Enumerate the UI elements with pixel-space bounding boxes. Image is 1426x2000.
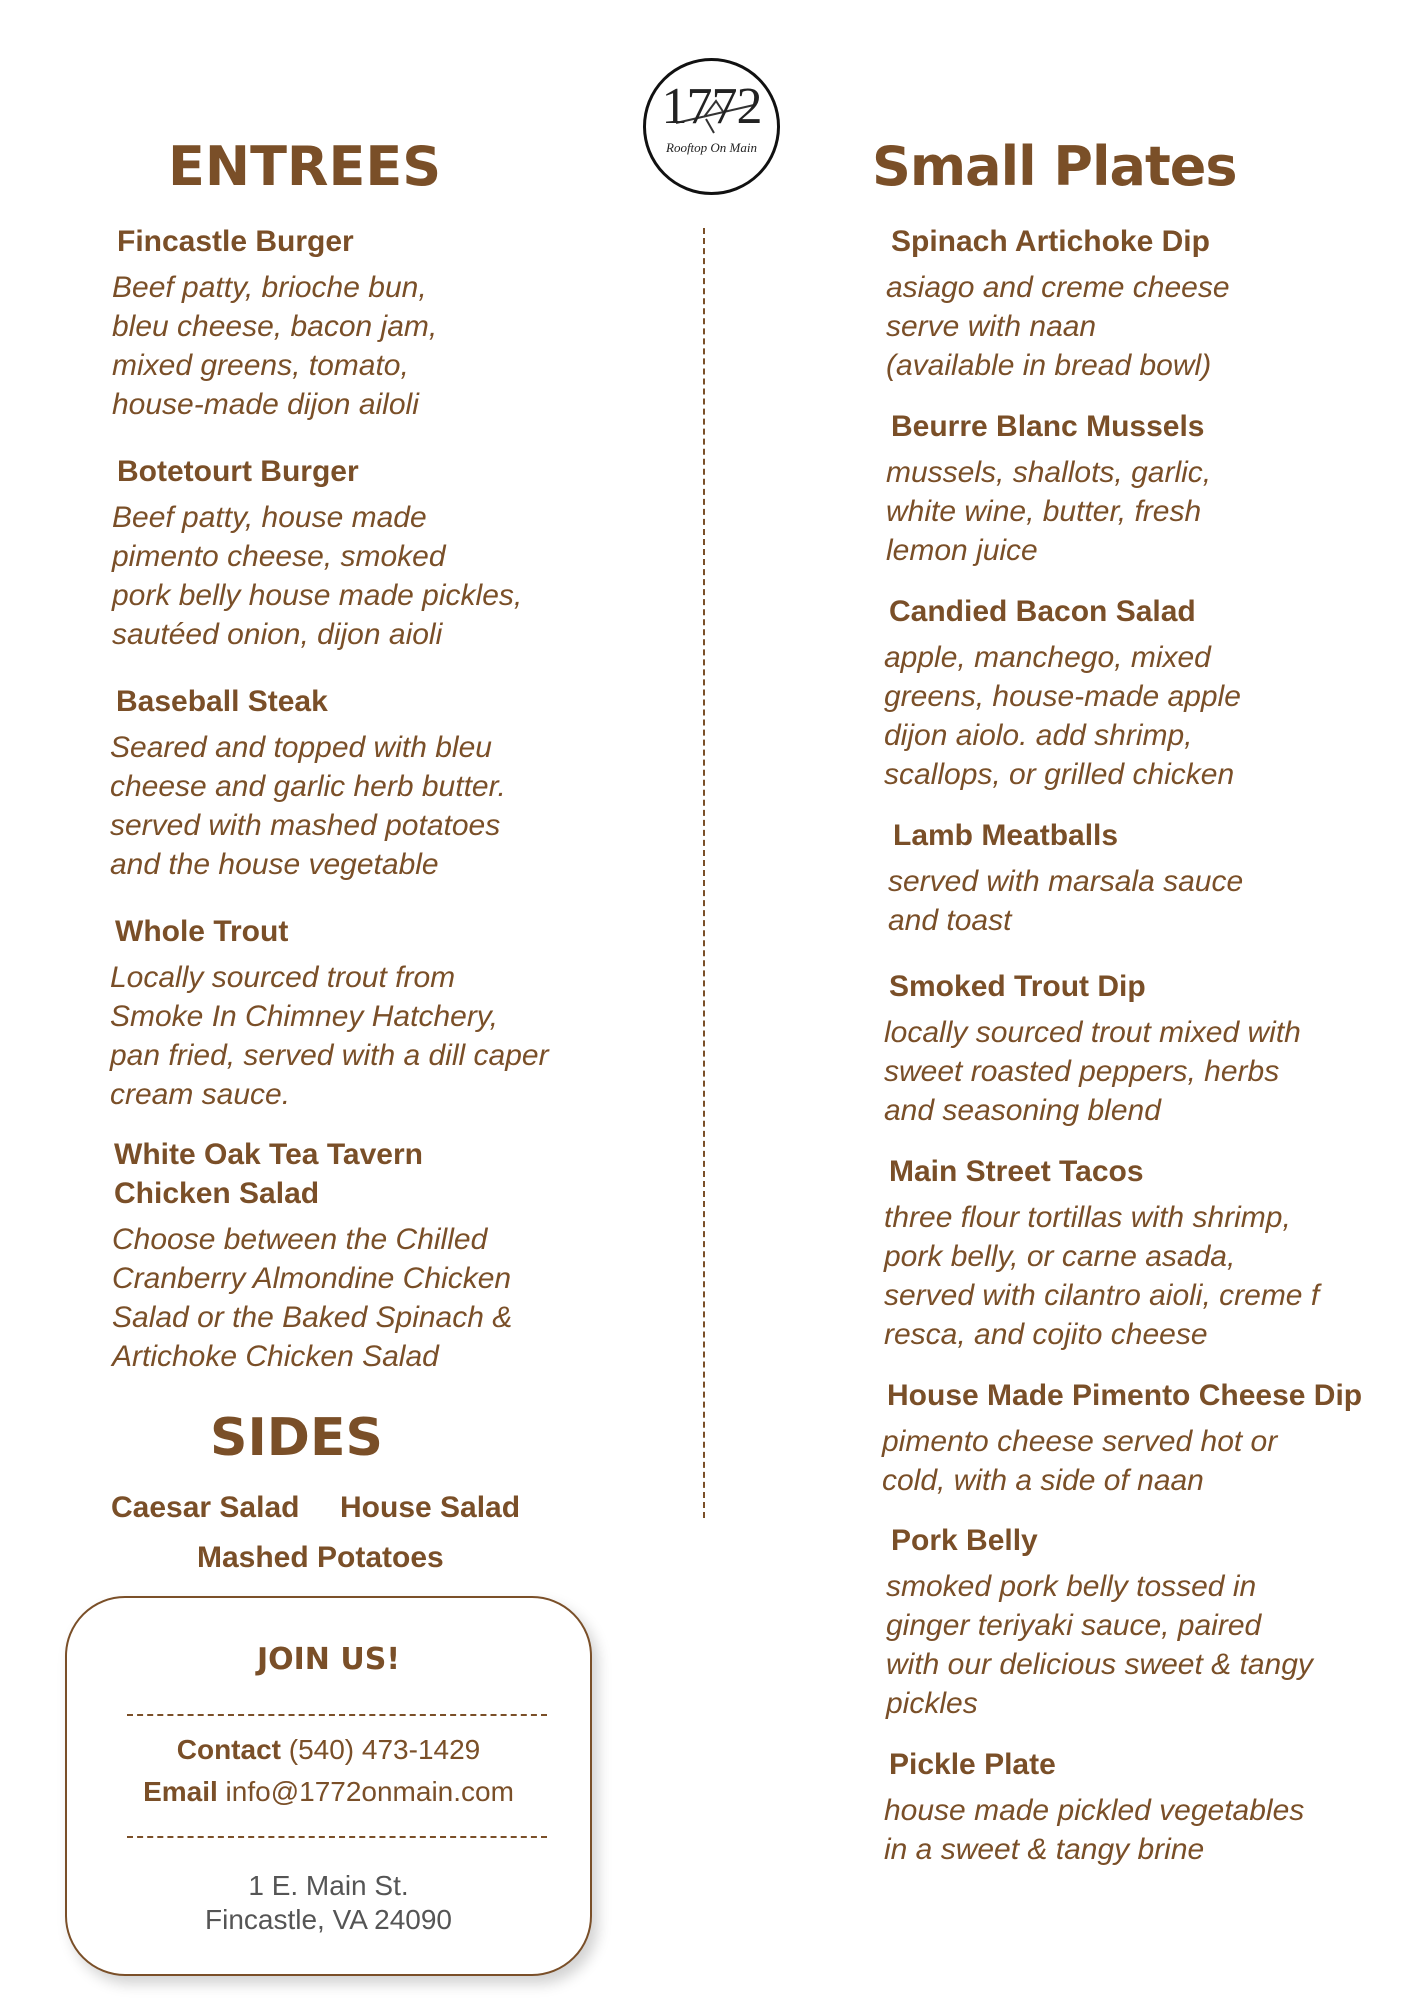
small-plate-name: Smoked Trout Dip	[889, 970, 1146, 1003]
small-plate-name: Pickle Plate	[889, 1748, 1056, 1781]
small-plate-description: smoked pork belly tossed in ginger teriyaki sauce, paired with our delicious sweet & tangy pickles	[886, 1570, 1313, 1720]
dashed-divider	[127, 1714, 547, 1716]
restaurant-logo	[643, 58, 780, 195]
dashed-divider	[127, 1836, 547, 1838]
side-item: House Salad	[340, 1491, 521, 1524]
small-plate-name: House Made Pimento Cheese Dip	[887, 1379, 1363, 1412]
small-plate-description: asiago and creme cheese serve with naan (available in bread bowl)	[886, 271, 1230, 382]
entree-description: Seared and topped with bleu cheese and garlic herb butter. served with mashed potatoes and the house vegetable	[110, 731, 506, 881]
logo-number: 1772	[661, 78, 762, 135]
email-label: Email	[143, 1776, 218, 1807]
entrees-heading: ENTREES	[168, 135, 442, 198]
small-plate-name: Lamb Meatballs	[893, 819, 1119, 852]
side-item: Mashed Potatoes	[197, 1541, 444, 1574]
entree-name: Baseball Steak	[116, 685, 328, 718]
contact-label: Contact	[176, 1734, 281, 1765]
logo-subtitle: Rooftop On Main	[666, 140, 757, 155]
small-plate-name: Beurre Blanc Mussels	[891, 410, 1205, 443]
small-plate-description: apple, manchego, mixed greens, house-made apple dijon aiolo. add shrimp, scallops, or grilled chicken	[884, 641, 1241, 791]
contact-card	[65, 1596, 592, 1976]
column-divider	[703, 228, 705, 1518]
email-line	[67, 1776, 590, 1808]
sides-heading: SIDES	[210, 1408, 383, 1468]
entree-description: Beef patty, brioche bun, bleu cheese, bacon jam, mixed greens, tomato, house-made dijon ailoli	[112, 271, 438, 421]
small-plate-name: Main Street Tacos	[889, 1155, 1144, 1188]
entree-name: Fincastle Burger	[117, 225, 354, 258]
small-plate-name: Pork Belly	[891, 1524, 1038, 1557]
address-line-1: 1 E. Main St.	[248, 1870, 409, 1901]
entree-name: Whole Trout	[115, 915, 289, 948]
small-plate-description: three flour tortillas with shrimp, pork belly, or carne asada, served with cilantro aioli, creme f resca, and cojito cheese	[884, 1201, 1320, 1351]
entree-name: Botetourt Burger	[117, 455, 359, 488]
small-plate-description: served with marsala sauce and toast	[888, 865, 1244, 937]
entree-description: Locally sourced trout from Smoke In Chimney Hatchery, pan fried, served with a dill caper cream sauce.	[110, 961, 549, 1111]
small-plate-name: Spinach Artichoke Dip	[891, 225, 1210, 258]
small-plate-name: Candied Bacon Salad	[889, 595, 1196, 628]
address-line-2: Fincastle, VA 24090	[205, 1904, 452, 1935]
contact-phone[interactable]: (540) 473-1429	[288, 1734, 481, 1765]
small-plate-description: mussels, shallots, garlic, white wine, butter, fresh lemon juice	[886, 456, 1212, 567]
small-plate-description: pimento cheese served hot or cold, with a side of naan	[882, 1425, 1278, 1497]
small-plate-description: locally sourced trout mixed with sweet roasted peppers, herbs and seasoning blend	[884, 1016, 1301, 1127]
entree-description: Choose between the Chilled Cranberry Almondine Chicken Salad or the Baked Spinach & Artichoke Chicken Salad	[112, 1223, 513, 1373]
contact-line	[67, 1734, 590, 1766]
entree-name: White Oak Tea Tavern Chicken Salad	[114, 1138, 423, 1210]
email-address[interactable]: info@1772onmain.com	[225, 1776, 514, 1807]
small-plate-description: house made pickled vegetables in a sweet & tangy brine	[884, 1794, 1305, 1866]
entree-description: Beef patty, house made pimento cheese, smoked pork belly house made pickles, sautéed onion, dijon aioli	[112, 501, 523, 651]
side-item: Caesar Salad	[111, 1491, 300, 1524]
small-plates-heading: Small Plates	[872, 135, 1237, 198]
join-heading: JOIN US!	[256, 1642, 401, 1677]
